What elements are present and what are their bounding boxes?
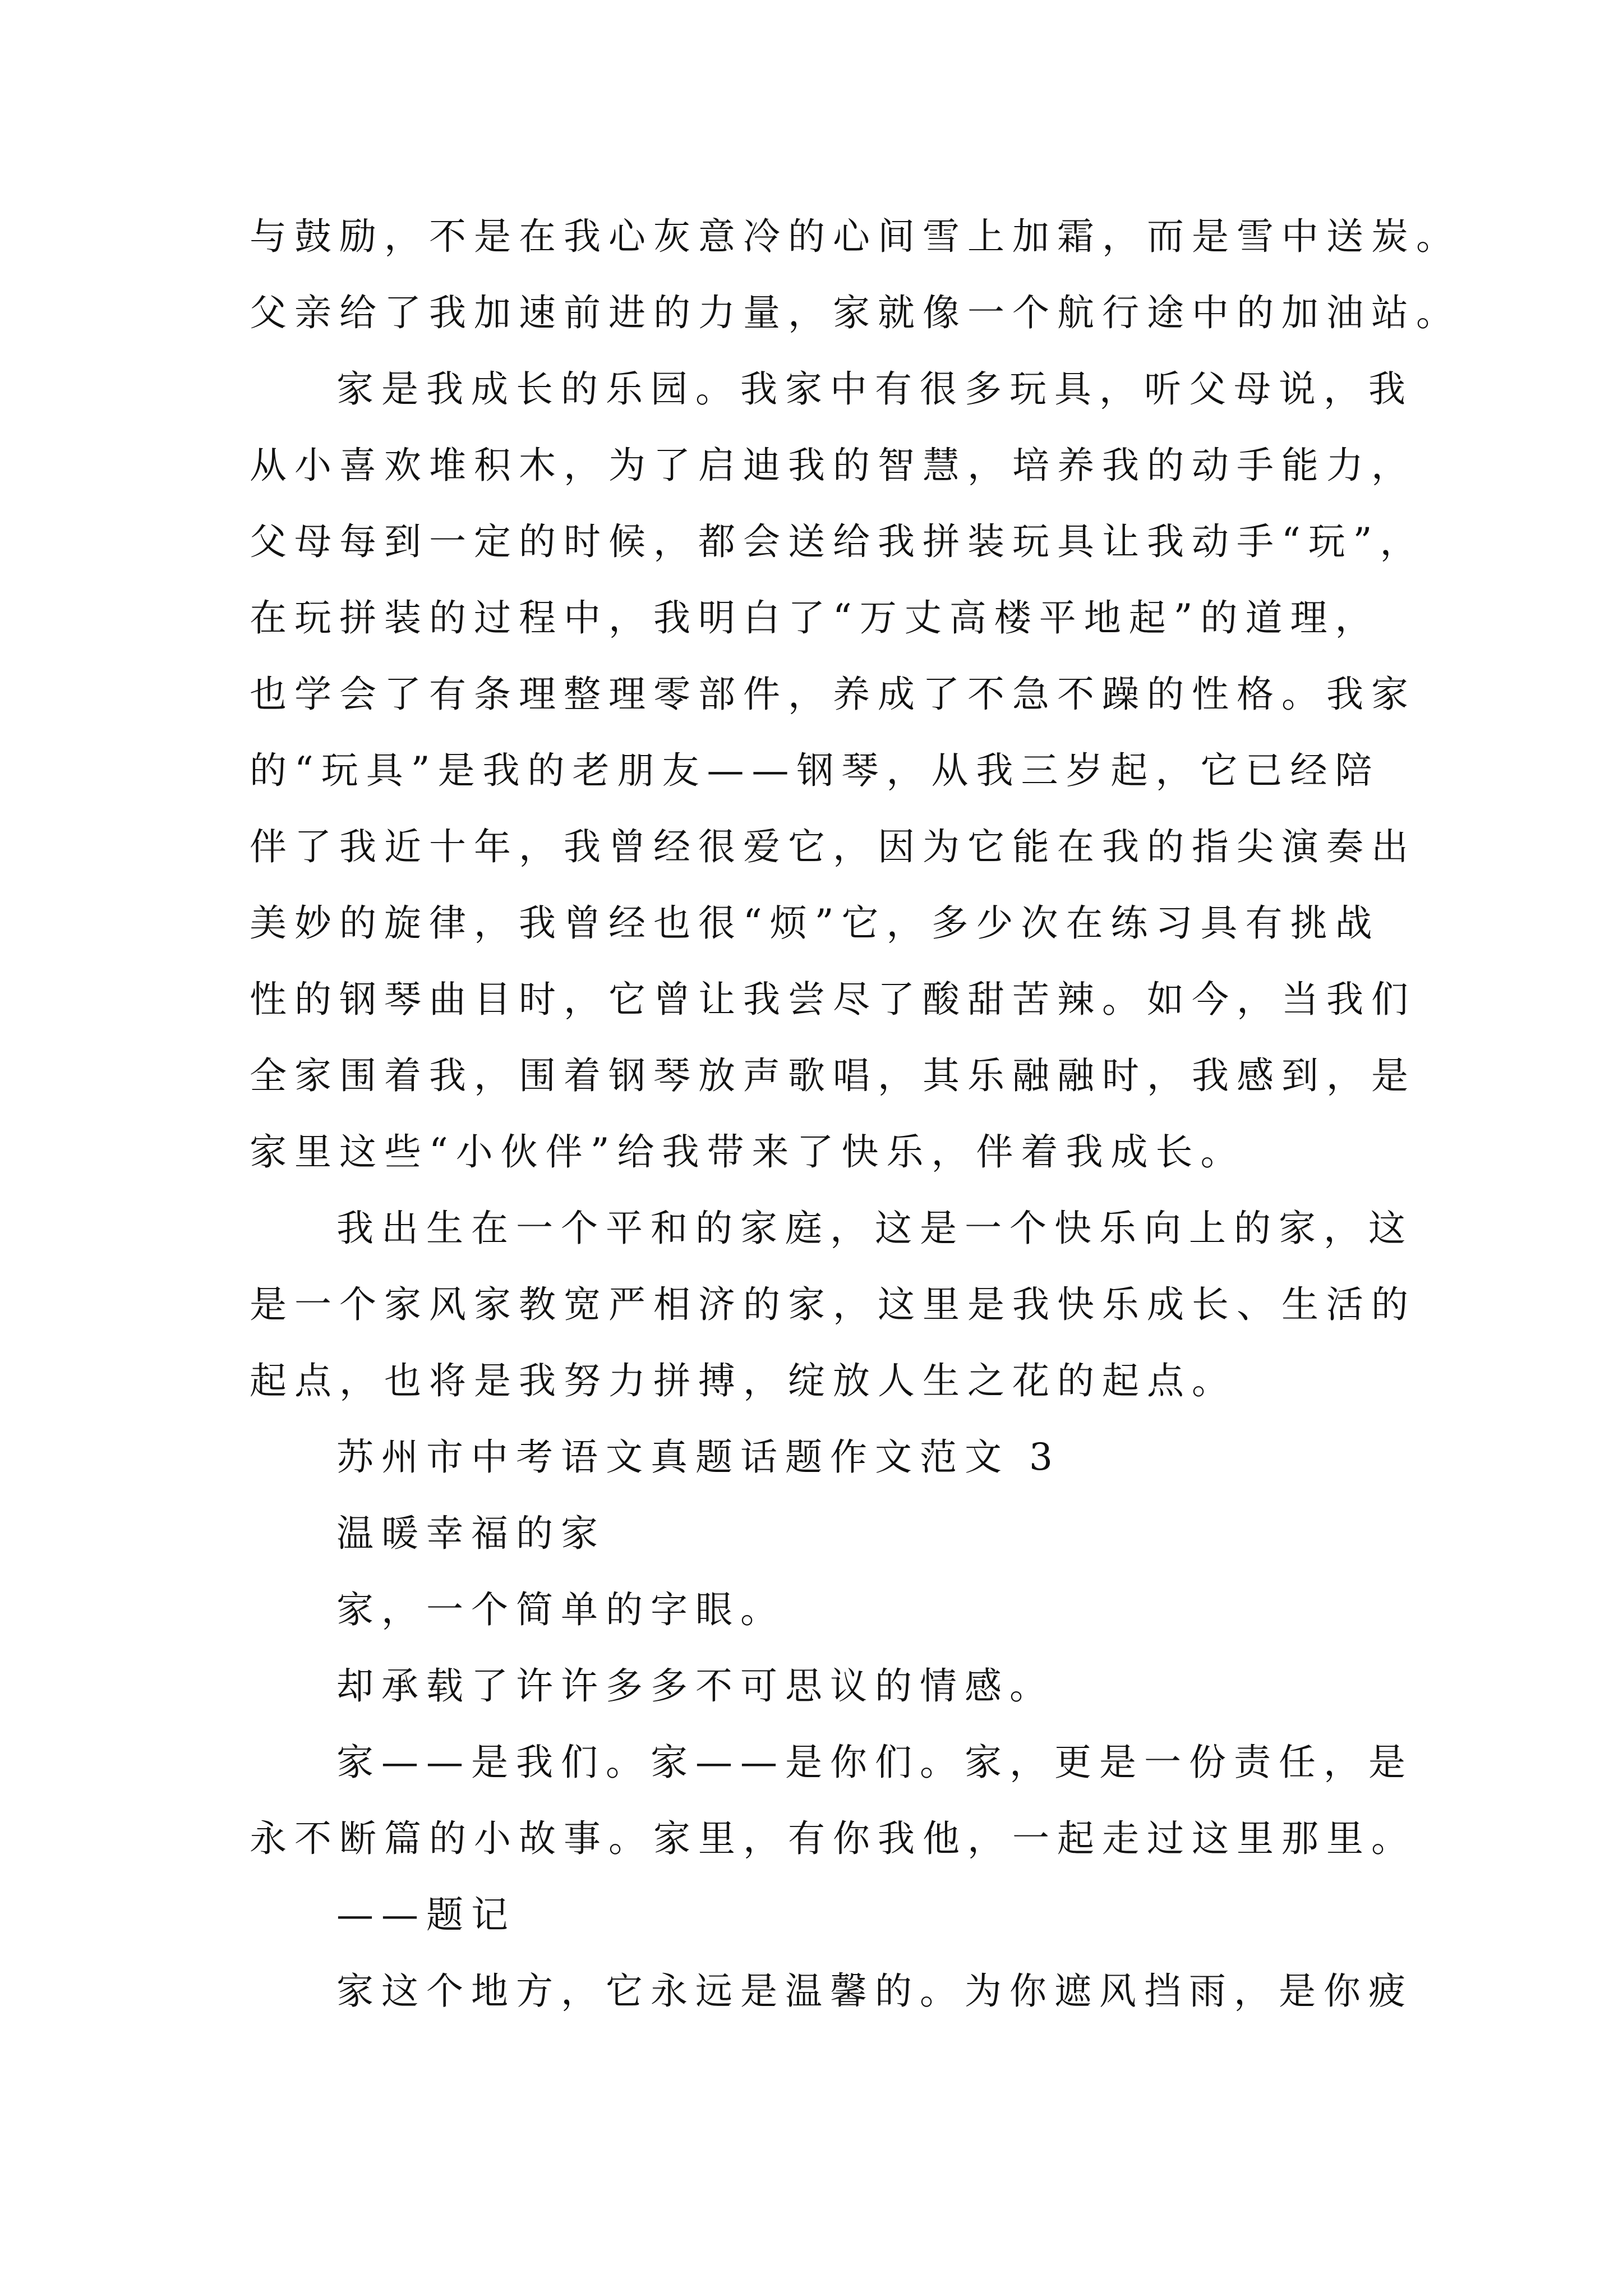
paragraph-line: 家，一个简单的字眼。 bbox=[336, 1588, 785, 1631]
paragraph-line: 的“玩具”是我的老朋友——钢琴，从我三岁起，它已经陪 bbox=[250, 749, 1380, 792]
paragraph-line: 全家围着我，围着钢琴放声歌唱，其乐融融时，我感到，是 bbox=[250, 1054, 1416, 1097]
essay-title: 温暖幸福的家 bbox=[336, 1512, 606, 1555]
paragraph-line: 我出生在一个平和的家庭，这是一个快乐向上的家，这 bbox=[336, 1207, 1413, 1250]
paragraph-line: 起点，也将是我努力拼搏，绽放人生之花的起点。 bbox=[250, 1359, 1237, 1402]
paragraph-line: 父母每到一定的时候，都会送给我拼装玩具让我动手“玩”， bbox=[250, 520, 1425, 563]
paragraph-line: 美妙的旋律，我曾经也很“烦”它，多少次在练习具有挑战 bbox=[250, 901, 1380, 945]
paragraph-line: 是一个家风家教宽严相济的家，这里是我快乐成长、生活的 bbox=[250, 1283, 1416, 1326]
paragraph-line: 却承载了许许多多不可思议的情感。 bbox=[336, 1664, 1054, 1708]
paragraph-line: 也学会了有条理整理零部件，养成了不急不躁的性格。我家 bbox=[250, 673, 1416, 716]
epigraph-attribution: ——题记 bbox=[336, 1893, 516, 1936]
paragraph-line: 家是我成长的乐园。我家中有很多玩具，听父母说，我 bbox=[336, 367, 1413, 411]
paragraph-line: 永不断篇的小故事。家里，有你我他，一起走过这里那里。 bbox=[250, 1817, 1416, 1860]
paragraph-line: 在玩拼装的过程中，我明白了“万丈高楼平地起”的道理， bbox=[250, 596, 1380, 639]
paragraph-line: 家——是我们。家——是你们。家，更是一份责任，是 bbox=[336, 1741, 1413, 1784]
paragraph-line: 家里这些“小伙伴”给我带来了快乐，伴着我成长。 bbox=[250, 1130, 1246, 1174]
paragraph-line: 父亲给了我加速前进的力量，家就像一个航行途中的加油站。 bbox=[250, 291, 1461, 334]
paragraph-line: 与鼓励，不是在我心灰意冷的心间雪上加霜，而是雪中送炭。 bbox=[250, 215, 1461, 258]
paragraph-line: 家这个地方，它永远是温馨的。为你遮风挡雨，是你疲 bbox=[336, 1970, 1413, 2013]
paragraph-line: 从小喜欢堆积木，为了启迪我的智慧，培养我的动手能力， bbox=[250, 444, 1416, 487]
paragraph-line: 性的钢琴曲目时，它曾让我尝尽了酸甜苦辣。如今，当我们 bbox=[250, 978, 1416, 1021]
section-heading: 苏州市中考语文真题话题作文范文 3 bbox=[336, 1435, 1061, 1479]
paragraph-line: 伴了我近十年，我曾经很爱它，因为它能在我的指尖演奏出 bbox=[250, 825, 1416, 868]
